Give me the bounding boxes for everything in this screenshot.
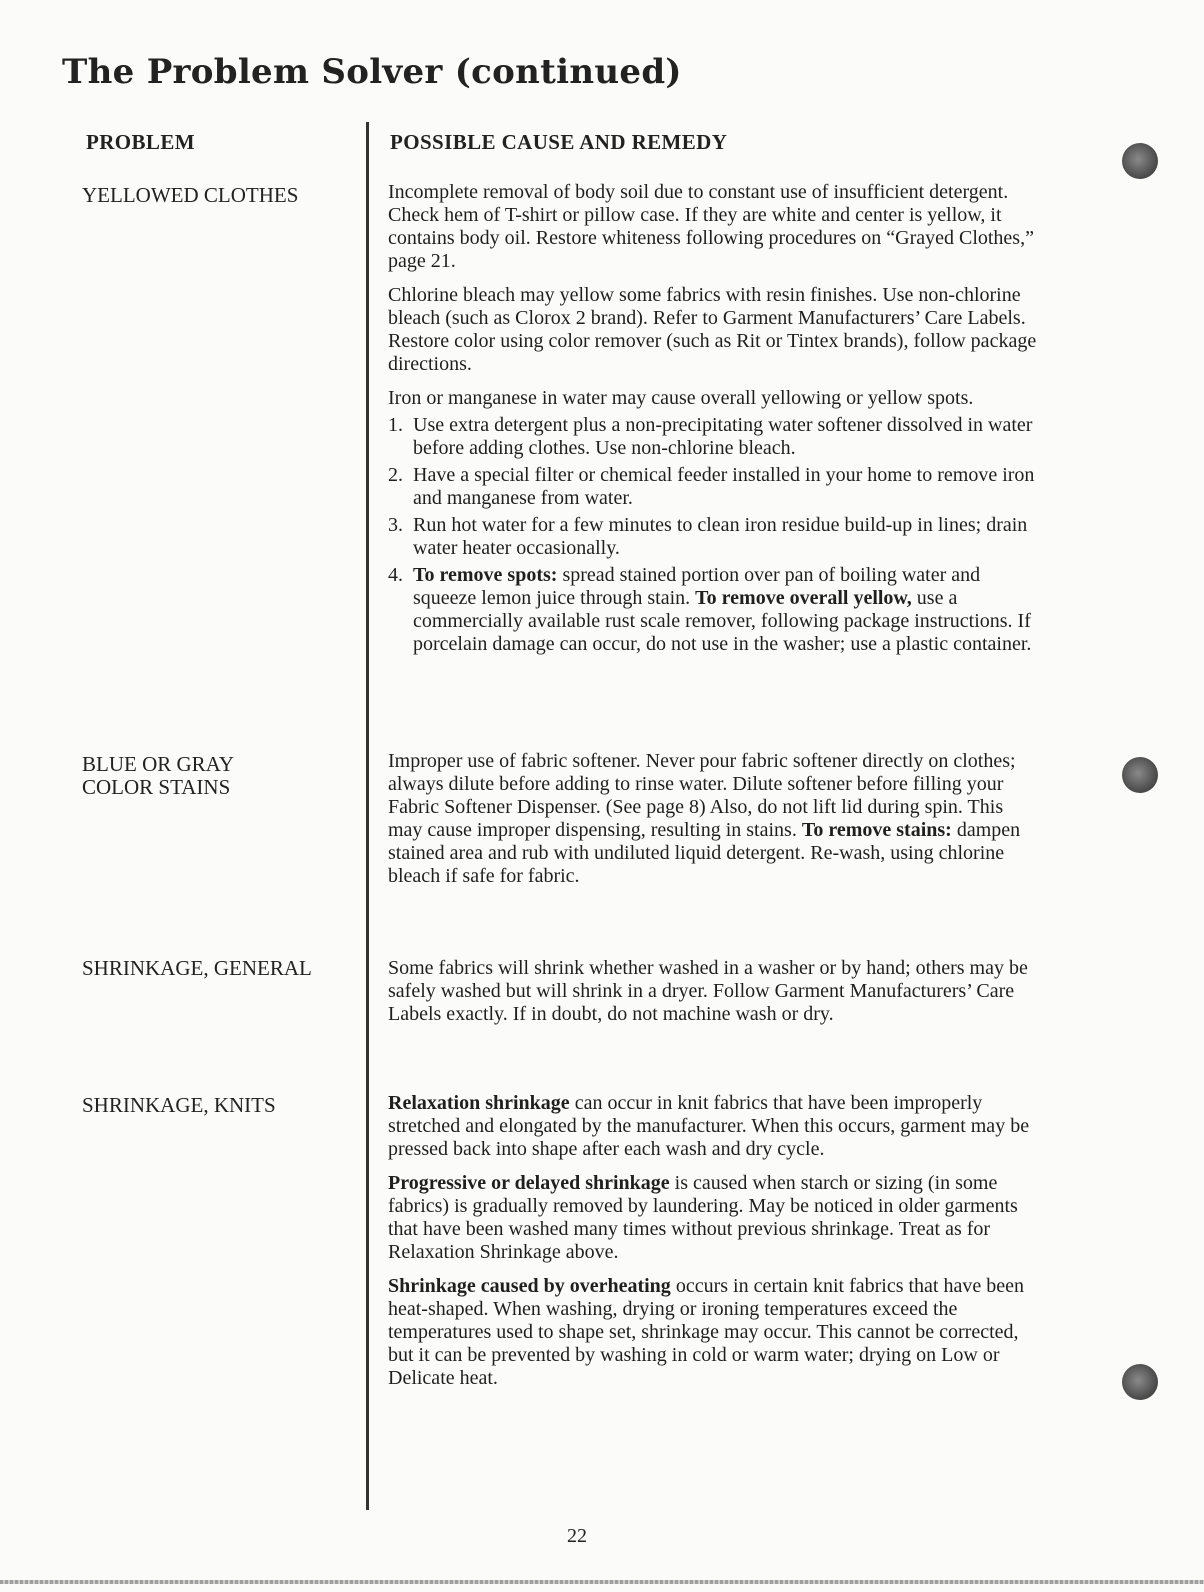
page-title: The Problem Solver (continued) xyxy=(62,52,682,92)
list-number: 3. xyxy=(388,514,403,536)
remedy-text: dampen stained area and rub with undiluted liquid detergent. Re-wash, using chlorine bleach if safe for fabric. xyxy=(388,819,1021,887)
list-item xyxy=(388,464,1038,510)
remedy-text: is caused when starch or sizing (in some fabrics) is gradually removed by laundering. May be noticed in older garments that have been washed many times without previous shrinkage. Treat as for Relaxation Shrinkage above. xyxy=(388,1172,1018,1263)
binder-hole xyxy=(1122,757,1158,793)
bold-lead: Progressive or delayed shrinkage xyxy=(388,1172,670,1194)
remedy-blue-gray-stains xyxy=(388,750,1038,899)
remedy-text: Improper use of fabric softener. Never pour fabric softener directly on clothes; always dilute before adding to rinse water. Dilute softener before filling your Fabric Softener Dispenser. (See page 8) Also, do not lift lid during spin. This may cause improper dispensing, resulting in stains. xyxy=(388,750,1016,841)
problem-blue-gray-stains xyxy=(82,753,352,799)
list-item-text: Run hot water for a few minutes to clean iron residue build-up in lines; drain water heater occasionally. xyxy=(413,514,1028,559)
list-number: 2. xyxy=(388,464,403,486)
problem-shrinkage-general: SHRINKAGE, GENERAL xyxy=(82,956,312,980)
remedy-yellowed-clothes xyxy=(388,181,1038,660)
problem-line: BLUE OR GRAY xyxy=(82,752,235,776)
problem-column-header: PROBLEM xyxy=(86,130,195,154)
bold-lead: Shrinkage caused by overheating xyxy=(388,1275,671,1297)
binder-hole xyxy=(1122,143,1158,179)
bold-lead: To remove spots: xyxy=(413,564,558,586)
list-number: 4. xyxy=(388,564,403,586)
list-item-text: use a commercially available rust scale remover, following package instructions. If porcelain damage can occur, do not use in the washer; use a plastic container. xyxy=(413,587,1032,655)
remedy-paragraph: Iron or manganese in water may cause overall yellowing or yellow spots. xyxy=(388,387,974,409)
remedy-column-header: POSSIBLE CAUSE AND REMEDY xyxy=(390,130,728,154)
list-item-text: Use extra detergent plus a non-precipitating water softener dissolved in water before adding clothes. Use non-chlorine bleach. xyxy=(413,414,1033,459)
list-item-text: spread stained portion over pan of boiling water and squeeze lemon juice through stain. xyxy=(413,564,981,609)
column-divider xyxy=(366,122,369,1510)
list-number: 1. xyxy=(388,414,403,436)
problem-shrinkage-knits: SHRINKAGE, KNITS xyxy=(82,1093,276,1117)
page-number: 22 xyxy=(567,1525,587,1547)
bold-lead: Relaxation shrinkage xyxy=(388,1092,570,1114)
scan-edge xyxy=(0,1580,1204,1584)
list-item xyxy=(388,414,1038,460)
binder-hole xyxy=(1122,1364,1158,1400)
remedy-paragraph: Chlorine bleach may yellow some fabrics with resin finishes. Use non-chlorine bleach (such as Clorox 2 brand). Refer to Garment Manufacturers’ Care Labels. Restore color using color remover (such as Rit or Tintex brands), follow package directions. xyxy=(388,284,1037,375)
remedy-paragraph: Some fabrics will shrink whether washed in a washer or by hand; others may be safely washed but will shrink in a dryer. Follow Garment Manufacturers’ Care Labels exactly. If in doubt, do not machine wash or dry. xyxy=(388,957,1028,1025)
list-item xyxy=(388,514,1038,560)
bold-lead: To remove overall yellow, xyxy=(695,587,912,609)
remedy-shrinkage-knits xyxy=(388,1092,1038,1401)
remedy-paragraph xyxy=(388,1275,1038,1390)
remedy-text: can occur in knit fabrics that have been improperly stretched and elongated by the manufacturer. When this occurs, garment may be pressed back into shape after each wash and dry cycle. xyxy=(388,1092,1030,1160)
bold-lead: To remove stains: xyxy=(801,819,952,841)
remedy-text: occurs in certain knit fabrics that have been heat-shaped. When washing, drying or ironing temperatures exceed the temperatures used to shape set, shrinkage may occur. This cannot be corrected, but it can be prevented by washing in cold or warm water; drying on Low or Delicate heat. xyxy=(388,1275,1024,1389)
remedy-paragraph xyxy=(388,1172,1038,1264)
list-item xyxy=(388,564,1038,656)
remedy-paragraph xyxy=(388,750,1038,888)
remedy-steps-list xyxy=(388,414,1038,656)
problem-yellowed-clothes: YELLOWED CLOTHES xyxy=(82,183,299,207)
remedy-shrinkage-general xyxy=(388,957,1038,1037)
remedy-paragraph: Incomplete removal of body soil due to constant use of insufficient detergent. Check hem of T-shirt or pillow case. If they are white and center is yellow, it contains body oil. Restore whiteness following procedures on “Grayed Clothes,” page 21. xyxy=(388,181,1034,272)
problem-line: COLOR STAINS xyxy=(82,775,231,799)
list-item-text: Have a special filter or chemical feeder installed in your home to remove iron and manganese from water. xyxy=(413,464,1035,509)
remedy-paragraph xyxy=(388,1092,1038,1161)
